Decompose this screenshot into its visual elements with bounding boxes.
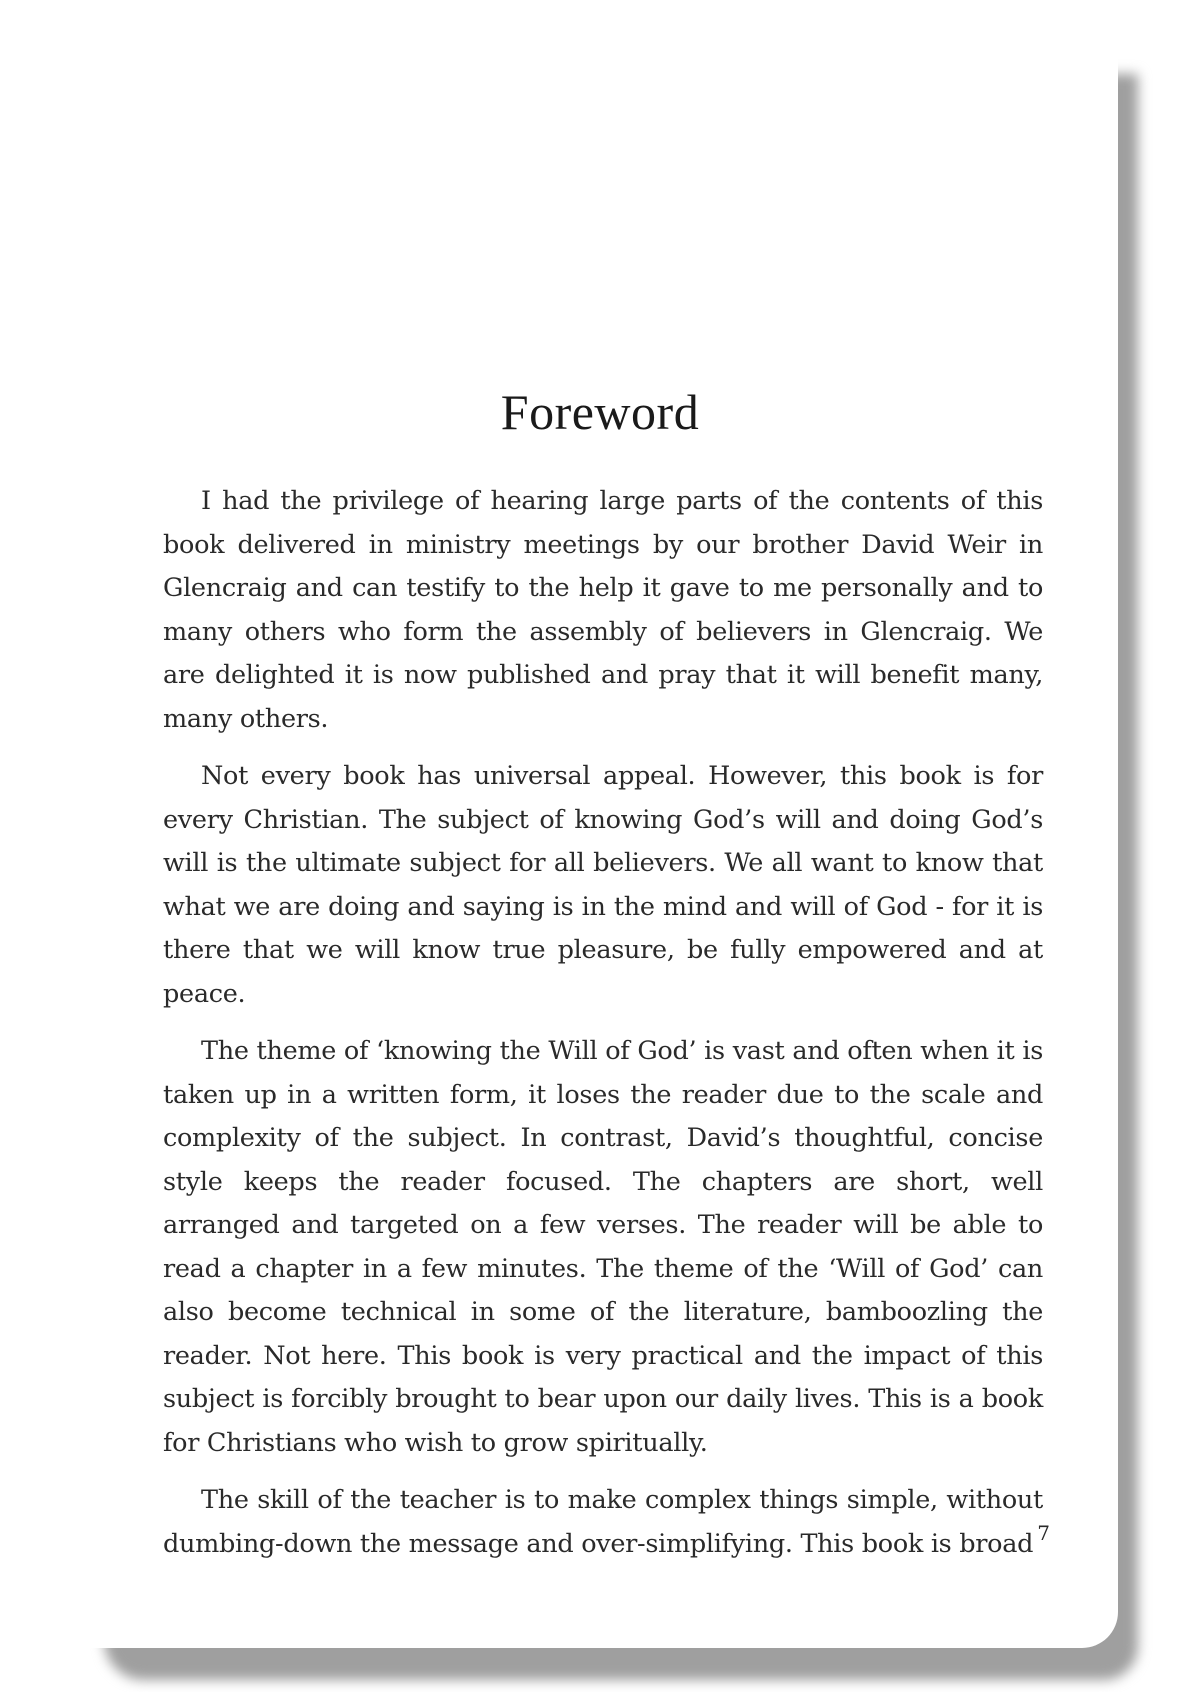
paragraph-2: Not every book has universal appeal. However, this book is for every Christian. The subject of knowing God’s will and doing God’s will is the ultimate subject for all believers. We all want to know that what we are doing and saying is in the mind and will of God - for it is there that we will know true pleasure, be fully empowered and at peace. [163,761,1043,1009]
foreword-body [163,480,1043,1580]
paragraph-1: I had the privilege of hearing large parts of the contents of this book delivered in ministry meetings by our brother David Weir in Glencraig and can testify to the help it gave to me personally and to many others who form the assembly of believers in Glencraig. We are delighted it is now published and pray that it will benefit many, many others. [163,486,1043,734]
page-title: Foreword [500,384,700,440]
paragraph-4: The skill of the teacher is to make complex things simple, without dumbing-down the message and over-simplifying. This book is broad [163,1485,1043,1559]
page-number: 7 [1037,1521,1050,1545]
paragraph-3: The theme of ‘knowing the Will of God’ is vast and often when it is taken up in a written form, it loses the reader due to the scale and complexity of the subject. In contrast, David’s thoughtful, concise style keeps the reader focused. The chapters are short, well arranged and targeted on a few verses. The reader will be able to read a chapter in a few minutes. The theme of the ‘Will of God’ can also become technical in some of the literature, bamboozling the reader. Not here. This book is very practical and the impact of this subject is forcibly brought to bear upon our daily lives. This is a book for Christians who wish to grow spiritually. [163,1036,1043,1458]
